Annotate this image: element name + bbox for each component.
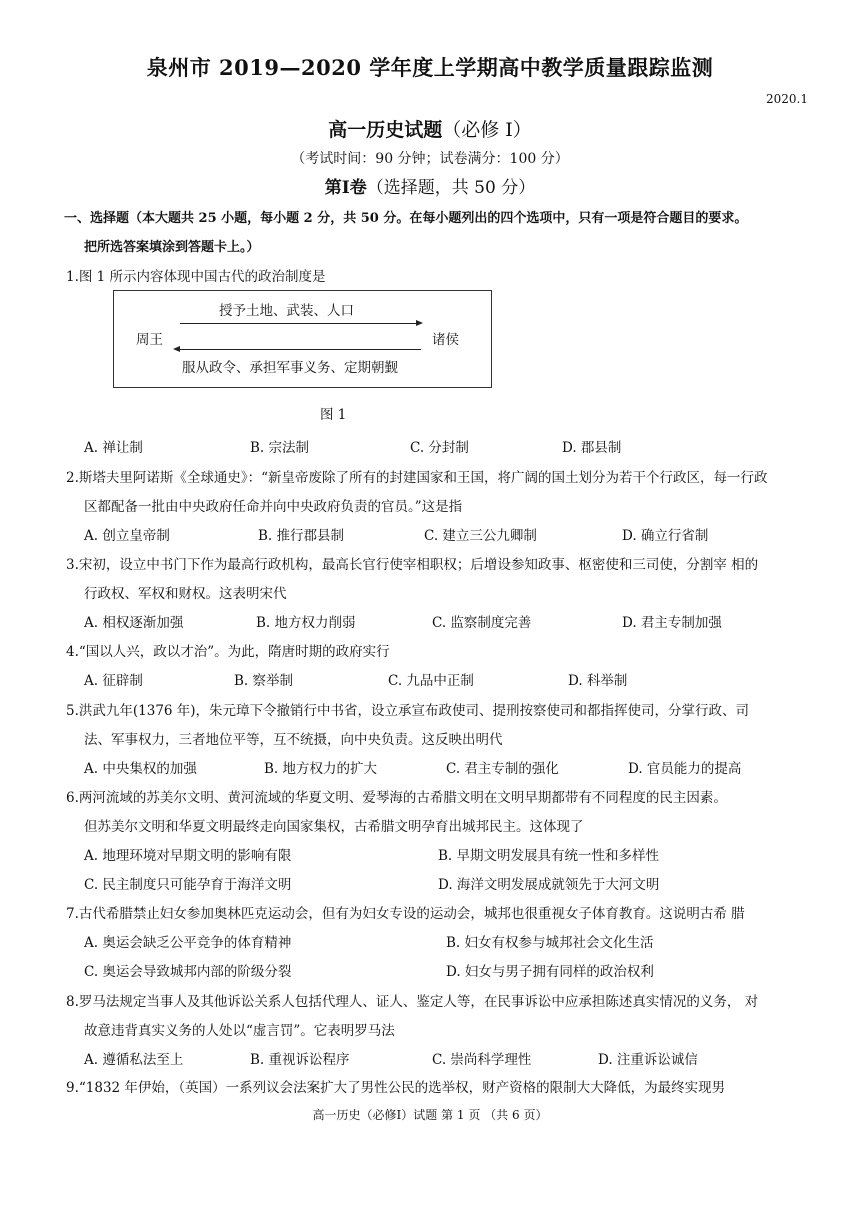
q4-option-a: A. 征辟制 xyxy=(84,673,143,689)
section-desc: （选择题，共 50 分） xyxy=(366,178,536,198)
q3-option-d: D. 君主专制加强 xyxy=(622,615,722,631)
q8-option-c: C. 崇尚科学理性 xyxy=(432,1052,532,1068)
q4-option-c: C. 九品中正制 xyxy=(388,673,474,689)
q6-option-c: C. 民主制度只可能孕育于海洋文明 xyxy=(84,877,292,893)
subject-name: 高一历史试题 xyxy=(328,119,443,141)
q2-option-b: B. 推行郡县制 xyxy=(258,528,345,544)
q5-option-a: A. 中央集权的加强 xyxy=(84,761,197,777)
instructions-line-2: 把所选答案填涂到答题卡上。） xyxy=(84,240,260,255)
exam-info: （考试时间：90 分钟；试卷满分：100 分） xyxy=(291,151,569,167)
q7-option-b: B. 妇女有权参与城邦社会文化生活 xyxy=(446,935,654,951)
question-1-stem: 1.图 1 所示内容体现中国古代的政治制度是 xyxy=(66,269,326,285)
section-title xyxy=(0,173,860,198)
q1-option-a: A. 禅让制 xyxy=(84,440,143,456)
q8-option-b: B. 重视诉讼程序 xyxy=(250,1052,350,1068)
q5-option-c: C. 君主专制的强化 xyxy=(446,761,559,777)
figure-bottom-text: 服从政令、承担军事义务、定期朝觐 xyxy=(182,360,398,376)
q4-option-d: D. 科举制 xyxy=(568,673,628,689)
question-7-stem: 7.古代希腊禁止妇女参加奥林匹克运动会，但有为妇女专设的运动会，城邦也很重视女子体育教育。这说明古希 腊 xyxy=(66,906,745,922)
arrow-left-icon xyxy=(173,346,180,352)
q1-option-b: B. 宗法制 xyxy=(250,440,310,456)
q3-option-b: B. 地方权力削弱 xyxy=(256,615,356,631)
q5-option-b: B. 地方权力的扩大 xyxy=(264,761,378,777)
q7-option-d: D. 妇女与男子拥有同样的政治权利 xyxy=(446,964,654,980)
figure-1-caption: 图 1 xyxy=(320,407,347,423)
figure-right-label: 诸侯 xyxy=(432,332,459,348)
question-6-stem-line-2: 但苏美尔文明和华夏文明最终走向国家集权，古希腊文明孕育出城邦民主。这体现了 xyxy=(84,819,584,835)
q2-option-c: C. 建立三公九卿制 xyxy=(424,528,537,544)
question-3-stem-line-2: 行政权、军权和财权。这表明宋代 xyxy=(84,586,287,602)
exam-main-title: 泉州市 2019—2020 学年度上学期高中教学质量跟踪监测 xyxy=(146,55,714,80)
q2-option-a: A. 创立皇帝制 xyxy=(84,528,170,544)
q1-option-c: C. 分封制 xyxy=(410,440,469,456)
question-9-stem-line-1: 9.“1832 年伊始，（英国）一系列议会法案扩大了男性公民的选举权，财产资格的限制大大降低，为最终实现男 xyxy=(66,1080,726,1096)
arrow-left-line xyxy=(178,349,421,350)
q8-option-a: A. 遵循私法至上 xyxy=(84,1052,184,1068)
figure-left-label: 周王 xyxy=(136,332,163,348)
q6-option-d: D. 海洋文明发展成就领先于大河文明 xyxy=(438,877,660,893)
question-2-stem-line-1: 2.斯塔夫里阿诺斯《全球通史》：“新皇帝废除了所有的封建国家和王国，将广阔的国土划分为若干个行政区，每一行政 xyxy=(66,470,768,486)
question-4-stem: 4.“国以人兴，政以才治”。为此，隋唐时期的政府实行 xyxy=(66,644,390,660)
question-3-stem-line-1: 3.宋初，设立中书门下作为最高行政机构，最高长官行使宰相职权；后增设参知政事、枢密使和三司使，分割宰 相的 xyxy=(66,557,759,573)
exam-date: 2020.1 xyxy=(766,92,808,106)
question-8-stem-line-2: 故意违背真实义务的人处以“虚言罚”。它表明罗马法 xyxy=(84,1023,395,1039)
q5-option-d: D. 官员能力的提高 xyxy=(628,761,742,777)
q4-option-b: B. 察举制 xyxy=(234,673,294,689)
question-5-stem-line-1: 5.洪武九年(1376 年)，朱元璋下令撤销行中书省，设立承宣布政使司、提刑按察使司和都指挥使司，分掌行政、司 xyxy=(66,703,750,719)
q1-option-d: D. 郡县制 xyxy=(562,440,622,456)
q7-option-a: A. 奥运会缺乏公平竞争的体育精神 xyxy=(84,935,292,951)
question-5-stem-line-2: 法、军事权力，三者地位平等，互不统摄，向中央负责。这反映出明代 xyxy=(84,732,503,748)
section-number: 第Ⅰ卷 xyxy=(324,178,367,198)
q3-option-a: A. 相权逐渐加强 xyxy=(84,615,184,631)
question-2-stem-line-2: 区都配备一批由中央政府任命并向中央政府负责的官员。”这是指 xyxy=(84,499,463,515)
question-6-stem-line-1: 6.两河流域的苏美尔文明、黄河流域的华夏文明、爱琴海的古希腊文明在文明早期都带有不同程度的民主因素。 xyxy=(66,790,727,806)
arrow-right-line xyxy=(180,323,418,324)
q2-option-d: D. 确立行省制 xyxy=(622,528,709,544)
arrow-right-icon xyxy=(416,320,423,326)
q7-option-c: C. 奥运会导致城邦内部的阶级分裂 xyxy=(84,964,292,980)
exam-subject-title xyxy=(0,115,860,142)
subject-module: （必修 Ⅰ） xyxy=(442,119,532,141)
q8-option-d: D. 注重诉讼诚信 xyxy=(598,1052,698,1068)
question-8-stem-line-1: 8.罗马法规定当事人及其他诉讼关系人包括代理人、证人、鉴定人等，在民事诉讼中应承担陈述真实情况的义务， 对 xyxy=(66,994,759,1010)
q6-option-a: A. 地理环境对早期文明的影响有限 xyxy=(84,848,292,864)
instructions-line-1: 一、选择题（本大题共 25 小题，每小题 2 分，共 50 分。在每小题列出的四个选项中，只有一项是符合题目的要求。 xyxy=(64,211,748,226)
page-footer: 高一历史（必修Ⅰ）试题 第 1 页 （共 6 页） xyxy=(312,1108,548,1122)
q6-option-b: B. 早期文明发展具有统一性和多样性 xyxy=(438,848,660,864)
figure-top-text: 授予土地、武装、人口 xyxy=(219,303,354,319)
q3-option-c: C. 监察制度完善 xyxy=(432,615,532,631)
figure-1-diagram xyxy=(113,290,492,388)
